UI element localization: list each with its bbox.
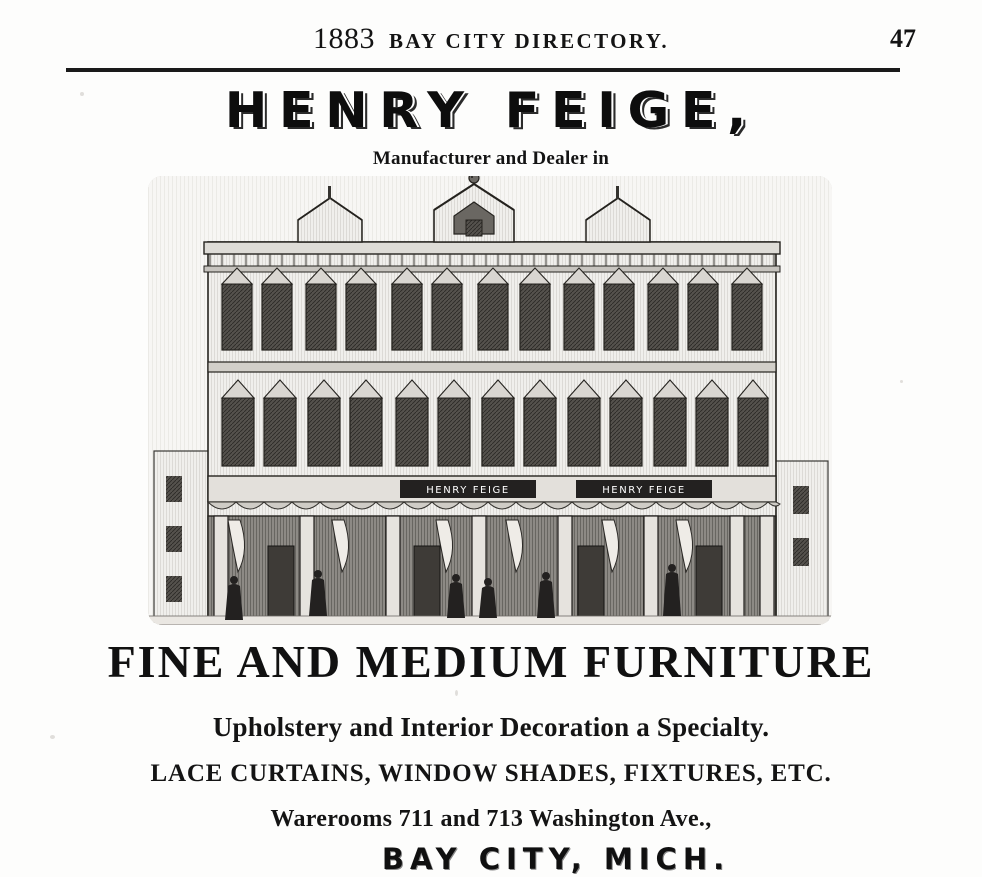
store-illustration-svg — [148, 176, 832, 625]
running-head-title: BAY CITY DIRECTORY. — [388, 29, 669, 53]
ad-city-line — [0, 842, 982, 876]
advertisement-subtitle: Manufacturer and Dealer in — [372, 148, 610, 169]
ad-address-line: Warerooms 711 and 713 Washington Ave., — [270, 806, 712, 832]
header-rule — [66, 68, 900, 72]
ad-headline: FINE AND MEDIUM FURNITURE — [107, 636, 875, 687]
page-number: 47 — [890, 24, 916, 53]
running-head — [64, 22, 918, 60]
store-illustration — [148, 176, 832, 625]
running-head-year: 1883 — [312, 22, 375, 55]
company-name-text: HENRY FEIGE, — [224, 82, 758, 139]
ad-specialty-line: Upholstery and Interior Decoration a Specialty. — [212, 712, 770, 742]
page-speckle — [900, 380, 903, 383]
ad-city-text: BAY CITY, MICH. — [381, 842, 731, 876]
page-speckle — [80, 92, 84, 96]
storefront-sign-right: HENRY FEIGE — [602, 485, 686, 496]
storefront-sign-left: HENRY FEIGE — [426, 485, 510, 496]
page-speckle — [455, 690, 458, 696]
page-speckle — [50, 735, 55, 739]
company-name — [0, 82, 982, 139]
ad-products-line: LACE CURTAINS, WINDOW SHADES, FIXTURES, ETC. — [150, 760, 832, 787]
